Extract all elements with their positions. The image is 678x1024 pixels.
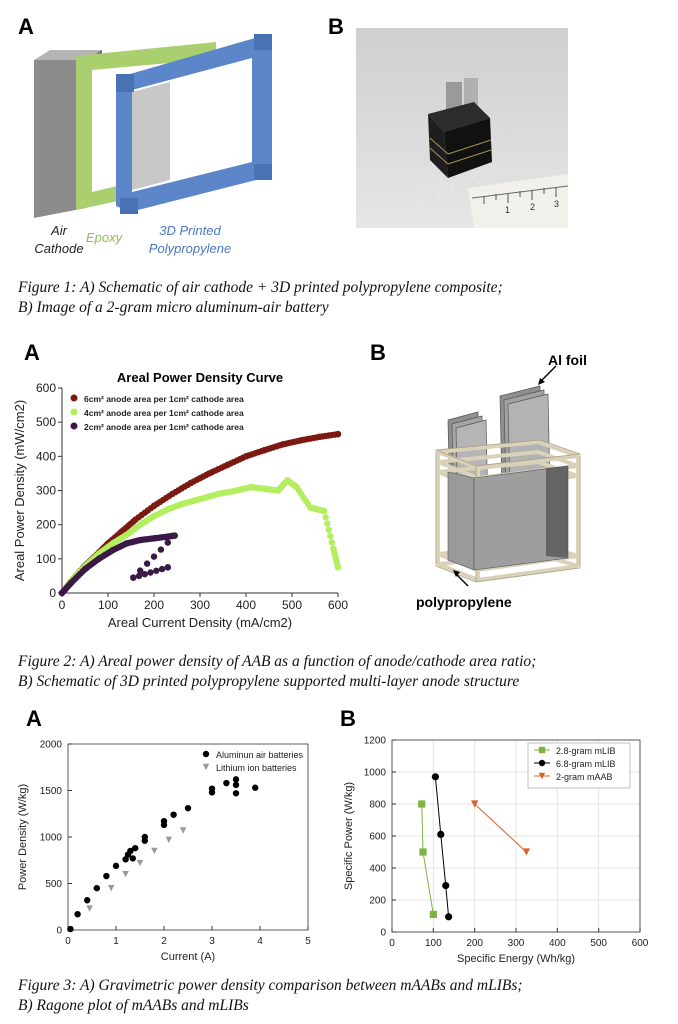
data-point: [151, 553, 157, 559]
data-point: [233, 790, 239, 796]
legend-label: 2-gram mAAB: [556, 772, 613, 782]
pp-label-l1: 3D Printed: [159, 223, 221, 238]
data-point: [445, 913, 452, 920]
legend: [528, 743, 630, 788]
data-point: [335, 564, 341, 570]
data-point: [136, 573, 142, 579]
data-point: [316, 434, 322, 440]
fig3a-chart: [10, 734, 320, 964]
x-tick-label: 200: [466, 938, 484, 949]
x-axis-label: Specific Energy (Wh/kg): [457, 953, 575, 965]
fig2-panel-a-letter: A: [24, 340, 40, 365]
data-point: [151, 535, 157, 541]
data-point: [323, 514, 329, 520]
legend-label: 4cm² anode area per 1cm² cathode area: [84, 408, 244, 418]
x-axis-label: Areal Current Density (mA/cm2): [107, 615, 293, 630]
data-point: [234, 487, 240, 493]
data-point: [215, 491, 221, 497]
x-tick-label: 500: [281, 598, 303, 612]
data-point: [108, 885, 114, 891]
y-tick-label: 0: [49, 586, 56, 600]
data-point: [122, 871, 128, 877]
data-point: [94, 885, 100, 891]
figure2-caption-line1: Figure 2: A) Areal power density of AAB as a function of anode/cathode area ratio;: [18, 653, 537, 670]
ruler-num-1: 1: [505, 205, 511, 215]
legend-label: 2cm² anode area per 1cm² cathode area: [84, 422, 244, 432]
polypropylene-label: polypropylene: [416, 594, 512, 610]
x-tick-label: 3: [209, 936, 215, 947]
y-tick-label: 1200: [363, 735, 386, 747]
data-point: [84, 897, 90, 903]
data-point: [165, 533, 171, 539]
fig2a-chart: [10, 364, 350, 634]
legend-label: Lithium ion batteries: [216, 763, 297, 773]
data-point: [142, 834, 148, 840]
data-point: [132, 516, 138, 522]
y-tick-label: 0: [56, 925, 62, 937]
x-tick-label: 400: [548, 938, 566, 949]
data-point: [293, 484, 299, 490]
legend: [71, 394, 244, 432]
x-axis-label: Current (A): [160, 951, 216, 963]
data-point: [159, 566, 165, 572]
x-tick-label: 500: [590, 938, 608, 949]
data-point: [68, 580, 74, 586]
data-point: [123, 540, 129, 546]
series-0: [59, 431, 341, 596]
data-point: [178, 501, 184, 507]
y-tick-label: 400: [35, 449, 56, 464]
y-tick-label: 600: [369, 831, 386, 843]
data-point: [137, 537, 143, 543]
data-point: [169, 491, 175, 497]
data-point: [151, 503, 157, 509]
ruler-num-3: 3: [554, 199, 560, 209]
data-point: [432, 773, 439, 780]
x-tick-label: 100: [424, 938, 442, 949]
data-point: [180, 827, 186, 833]
series-line: [422, 804, 434, 914]
data-point: [321, 508, 327, 514]
data-point: [298, 437, 304, 443]
y-tick-label: 200: [35, 517, 56, 532]
air-cathode-label-l1: Air: [51, 223, 67, 238]
legend-marker: [71, 395, 78, 402]
data-point: [144, 560, 150, 566]
data-point: [151, 848, 157, 854]
chart-title: Areal Power Density Curve: [116, 370, 284, 385]
data-point: [137, 860, 143, 866]
data-point: [206, 470, 212, 476]
y-tick-label: 1000: [363, 767, 386, 779]
x-tick-label: 0: [65, 936, 71, 947]
figure1-caption-line2: B) Image of a 2-gram micro aluminum-air battery: [18, 299, 329, 316]
series-1: [432, 773, 452, 920]
y-axis-label: Areal Power Density (mW/cm2): [12, 399, 27, 582]
legend-marker: [71, 423, 78, 430]
data-point: [329, 539, 335, 545]
fig3b-chart: [340, 728, 650, 968]
legend-marker: [203, 751, 209, 757]
x-tick-label: 600: [631, 938, 649, 949]
data-point: [147, 569, 153, 575]
data-point: [165, 506, 171, 512]
figure1-caption: [18, 278, 503, 318]
data-point: [151, 513, 157, 519]
x-tick-label: 400: [235, 598, 257, 612]
data-point: [209, 785, 215, 791]
data-point: [224, 462, 230, 468]
data-point: [418, 800, 425, 807]
data-point: [330, 545, 336, 551]
data-point: [109, 547, 115, 553]
data-point: [324, 520, 330, 526]
data-point: [307, 504, 313, 510]
legend-label: 2.8-gram mLIB: [556, 746, 616, 756]
x-tick-label: 200: [143, 598, 165, 612]
fig1b-battery-photo: [356, 28, 568, 228]
series-0: [67, 776, 258, 932]
data-point: [523, 848, 530, 855]
air-cathode-label-l2: Cathode: [34, 241, 84, 256]
figure3-caption-line2: B) Ragone plot of mAABs and mLIBs: [18, 997, 249, 1014]
legend-label: Aluminun air batteries: [216, 750, 304, 760]
fig3-panel-a-letter: A: [26, 706, 42, 731]
data-point: [261, 486, 267, 492]
x-tick-label: 1: [113, 936, 119, 947]
legend-marker: [71, 409, 78, 416]
series-line: [435, 777, 448, 917]
data-point: [165, 539, 171, 545]
legend-marker: [203, 764, 209, 770]
data-point: [275, 487, 281, 493]
data-point: [197, 496, 203, 502]
data-point: [130, 855, 136, 861]
legend-label: 6.8-gram mLIB: [556, 759, 616, 769]
series-line: [475, 804, 527, 852]
data-point: [261, 447, 267, 453]
data-point: [123, 532, 129, 538]
data-point: [243, 453, 249, 459]
data-point: [166, 837, 172, 843]
data-point: [86, 905, 92, 911]
data-point: [233, 782, 239, 788]
x-tick-label: 5: [305, 936, 311, 947]
data-point: [280, 441, 286, 447]
data-point: [74, 911, 80, 917]
figure3-caption: [18, 976, 523, 1016]
data-point: [130, 574, 136, 580]
series-1: [86, 827, 186, 912]
legend: [203, 750, 304, 773]
data-point: [113, 863, 119, 869]
figure3-caption-line1: Figure 3: A) Gravimetric power density comparison between mAABs and mLIBs;: [18, 977, 523, 994]
data-point: [419, 848, 426, 855]
y-tick-label: 600: [35, 381, 56, 395]
fig2b-anode-schematic: [418, 360, 618, 600]
figure1-caption-line1: Figure 1: A) Schematic of air cathode + 3D printed polypropylene composite;: [18, 279, 503, 296]
data-point: [161, 818, 167, 824]
x-tick-label: 0: [58, 598, 66, 612]
data-point: [109, 540, 115, 546]
data-point: [185, 805, 191, 811]
data-point: [170, 811, 176, 817]
pp-label-l2: Polypropylene: [148, 241, 232, 256]
y-tick-label: 100: [35, 551, 56, 566]
y-tick-label: 400: [369, 863, 386, 875]
y-tick-label: 500: [45, 878, 62, 890]
y-tick-label: 800: [369, 799, 386, 811]
data-point: [67, 926, 73, 932]
fig1-panel-b-letter: B: [328, 14, 344, 39]
legend-marker: [539, 747, 545, 753]
y-axis-label: Power Density (W/kg): [17, 783, 29, 891]
series-2: [471, 800, 530, 855]
fig2-panel-b-letter: B: [370, 340, 386, 365]
data-point: [430, 911, 437, 918]
y-tick-label: 0: [380, 927, 386, 939]
y-tick-label: 200: [369, 895, 386, 907]
x-tick-label: 4: [257, 936, 263, 947]
legend-label: 6cm² anode area per 1cm² cathode area: [84, 394, 244, 404]
x-tick-label: 300: [507, 938, 525, 949]
data-point: [153, 568, 159, 574]
data-point: [188, 480, 194, 486]
data-point: [442, 882, 449, 889]
y-tick-label: 500: [35, 415, 56, 430]
y-tick-label: 300: [35, 483, 56, 498]
series-1: [59, 477, 341, 596]
data-point: [142, 571, 148, 577]
data-point: [335, 431, 341, 437]
data-point: [284, 477, 290, 483]
data-point: [252, 785, 258, 791]
epoxy-label: Epoxy: [86, 230, 123, 245]
data-point: [132, 845, 138, 851]
fig3-panel-b-letter: B: [340, 706, 356, 731]
x-tick-label: 100: [97, 598, 119, 612]
figure2-caption-line2: B) Schematic of 3D printed polypropylene supported multi-layer anode structure: [18, 673, 520, 690]
y-tick-label: 2000: [39, 739, 62, 751]
data-point: [172, 532, 178, 538]
x-tick-label: 0: [389, 938, 395, 949]
data-point: [437, 831, 444, 838]
ruler-num-2: 2: [530, 202, 536, 212]
data-point: [137, 521, 143, 527]
data-point: [82, 566, 88, 572]
y-tick-label: 1000: [39, 832, 62, 844]
data-point: [158, 546, 164, 552]
x-tick-label: 300: [189, 598, 211, 612]
figure2-caption: [18, 652, 536, 692]
data-point: [165, 564, 171, 570]
data-point: [59, 590, 65, 596]
data-point: [247, 484, 253, 490]
y-axis-label: Specific Power (W/kg): [343, 781, 355, 891]
y-tick-label: 1500: [39, 785, 62, 797]
data-point: [326, 527, 332, 533]
fig1-panel-a-letter: A: [18, 14, 34, 39]
al-foil-label: Al foil: [548, 352, 587, 368]
x-tick-label: 600: [327, 598, 349, 612]
legend-marker: [539, 760, 545, 766]
x-tick-label: 2: [161, 936, 167, 947]
data-point: [233, 776, 239, 782]
data-point: [223, 780, 229, 786]
data-point: [96, 556, 102, 562]
data-point: [103, 873, 109, 879]
data-point: [327, 533, 333, 539]
